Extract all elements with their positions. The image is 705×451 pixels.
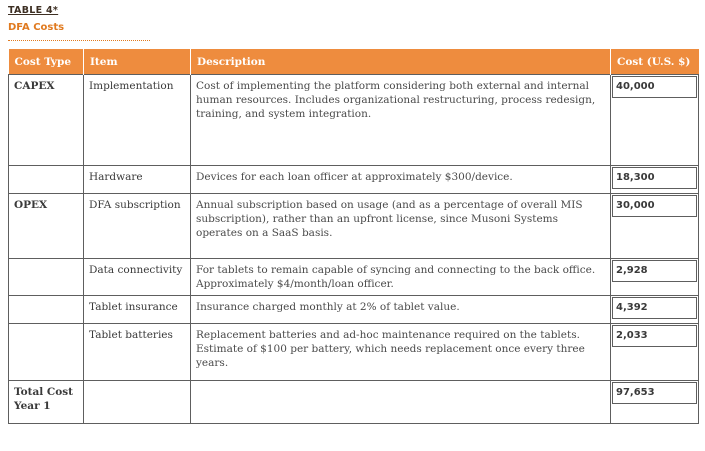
cell-item: Tablet insurance (84, 296, 191, 324)
cell-item: DFA subscription (84, 194, 191, 259)
cell-item: Data connectivity (84, 259, 191, 296)
header-cost: Cost (U.S. $) (611, 49, 699, 75)
header-item: Item (84, 49, 191, 75)
cost-value: 18,300 (612, 167, 697, 189)
cell-item: Implementation (84, 75, 191, 166)
cost-value: 40,000 (612, 76, 697, 98)
header-description: Description (191, 49, 611, 75)
cost-value: 2,928 (612, 260, 697, 282)
dfa-costs-table (8, 49, 699, 424)
title-divider (8, 40, 150, 41)
cell-item: Tablet batteries (84, 324, 191, 381)
cell-total-label: Total Cost Year 1 (9, 381, 84, 424)
cell-description: Annual subscription based on usage (and as a percentage of overall MIS subscription), rather than an upfront license, since Musoni Systems operates on a SaaS basis. (191, 194, 611, 259)
total-row (9, 381, 699, 424)
cell-cost-type (9, 296, 84, 324)
table-title: DFA Costs (8, 22, 65, 33)
cell-description: Devices for each loan officer at approximately $300/device. (191, 166, 611, 194)
total-cost-value: 97,653 (612, 382, 697, 404)
cell-cost-type (9, 324, 84, 381)
cell-cost (611, 324, 699, 381)
cell-item (84, 381, 191, 424)
table-row (9, 296, 699, 324)
cell-cost (611, 259, 699, 296)
cell-description: Insurance charged monthly at 2% of tablet value. (191, 296, 611, 324)
header-cost-type: Cost Type (9, 49, 84, 75)
cell-cost (611, 166, 699, 194)
cell-description: Cost of implementing the platform considering both external and internal human resources. Includes organizational restructuring, process redesign, training, and system integration. (191, 75, 611, 166)
cost-value: 4,392 (612, 297, 697, 319)
cell-description (191, 381, 611, 424)
cell-cost (611, 296, 699, 324)
cell-cost (611, 75, 699, 166)
table-header-row (9, 49, 699, 75)
cell-item: Hardware (84, 166, 191, 194)
table-row (9, 194, 699, 259)
table-row (9, 259, 699, 296)
cost-value: 2,033 (612, 325, 697, 347)
cell-description: For tablets to remain capable of syncing and connecting to the back office. Approximately $4/month/loan officer. (191, 259, 611, 296)
cell-cost (611, 194, 699, 259)
cell-cost-type (9, 166, 84, 194)
cell-description: Replacement batteries and ad-hoc maintenance required on the tablets. Estimate of $100 per battery, which needs replacement once every three years. (191, 324, 611, 381)
cell-cost-type: CAPEX (9, 75, 84, 166)
cost-value: 30,000 (612, 195, 697, 217)
table-row (9, 75, 699, 166)
cell-cost-type: OPEX (9, 194, 84, 259)
cell-cost-type (9, 259, 84, 296)
table-row (9, 166, 699, 194)
table-number-label: TABLE 4* (8, 5, 59, 16)
table-row (9, 324, 699, 381)
cell-total-cost (611, 381, 699, 424)
